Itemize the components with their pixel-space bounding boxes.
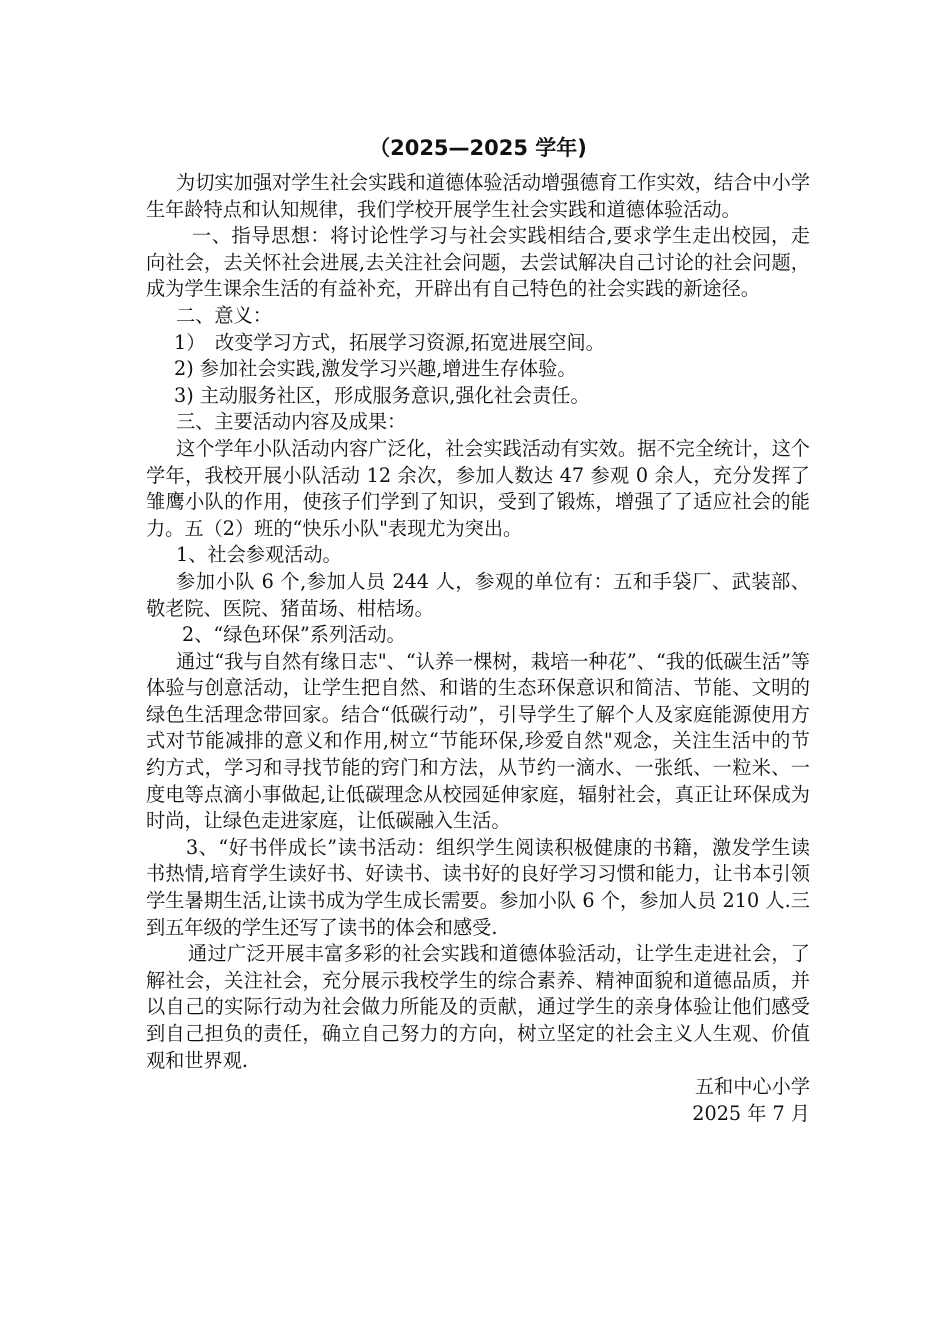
meaning-item-3: 3) 主动服务社区，形成服务意识,强化社会责任。 (174, 383, 590, 407)
activity-1-body: 参加小队 6 个,参加人员 244 人，参观的单位有：五和手袋厂、武装部、敬老院、医院、猪苗场、柑桔场。 (146, 569, 810, 620)
guiding-principle-paragraph: 一、指导思想：将讨论性学习与社会实践相结合,要求学生走出校园，走向社会，去关怀社会进展,去关注社会问题，去尝试解决自己讨论的社会问题，成为学生课余生活的有益补充，开辟出有自己特色的社会实践的新途径。 (146, 224, 810, 301)
content-heading: 三、主要活动内容及成果： (176, 410, 407, 434)
document-page (146, 130, 810, 1127)
intro-paragraph: 为切实加强对学生社会实践和道德体验活动增强德育工作实效，结合中小学生年龄特点和认知规律，我们学校开展学生社会实践和道德体验活动。 (146, 171, 810, 221)
meaning-item-1: 1） 改变学习方式，拓展学习资源,拓宽进展空间。 (174, 330, 605, 354)
activity-3-paragraph: 3、“好书伴成长”读书活动：组织学生阅读积极健康的书籍，激发学生读书热情,培育学生读好书、好读书、读书好的良好学习习惯和能力，让书本引领学生暑期生活,让读书成为学生成长需要。参加小队 6 个，参加人员 210 人.三到五年级的学生还写了读书的体会和感受. (146, 835, 810, 939)
meaning-heading: 二、意义： (176, 303, 272, 327)
conclusion-paragraph: 通过广泛开展丰富多彩的社会实践和道德体验活动，让学生走进社会，了解社会，关注社会，充分展示我校学生的综合素养、精神面貌和道德品质，并以自己的实际行动为社会做力所能及的贡献，通过学生的亲身体验让他们感受到自己担负的责任，确立自己努力的方向，树立坚定的社会主义人生观、价值观和世界观. (146, 942, 810, 1072)
activity-1-heading: 1、社会参观活动。 (176, 543, 342, 567)
meaning-item-2: 2) 参加社会实践,激发学习兴趣,增进生存体验。 (174, 357, 577, 381)
content-summary-paragraph: 这个学年小队活动内容广泛化，社会实践活动有实效。据不完全统计，这个学年，我校开展小队活动 12 余次，参加人数达 47 参观 0 余人，充分发挥了雏鹰小队的作用，使孩子们学到了知识，受到了锻炼，增强了了适应社会的能力。五（2）班的“快乐小队"表现尤为突出。 (146, 436, 810, 540)
document-title: （2025—2025 学年) (369, 136, 587, 160)
signature-school: 五和中心小学 (694, 1075, 810, 1099)
activity-2-body: 通过“我与自然有缘日志"、“认养一棵树，栽培一种花”、“我的低碳生活”等体验与创意活动，让学生把自然、和谐的生态环保意识和简洁、节能、文明的绿色生活理念带回家。结合“低碳行动”，引导学生了解个人及家庭能源使用方式对节能减排的意义和作用,树立“节能环保,珍爱自然"观念，关注生活中的节约方式，学习和寻找节能的窍门和方法，从节约一滴水、一张纸、一粒米、一度电等点滴小事做起,让低碳理念从校园延伸家庭，辐射社会，真正让环保成为时尚，让绿色走进家庭，让低碳融入生活。 (146, 649, 810, 833)
activity-2-heading: 2、“绿色环保”系列活动。 (182, 623, 406, 647)
signature-date: 2025 年 7 月 (692, 1101, 810, 1125)
